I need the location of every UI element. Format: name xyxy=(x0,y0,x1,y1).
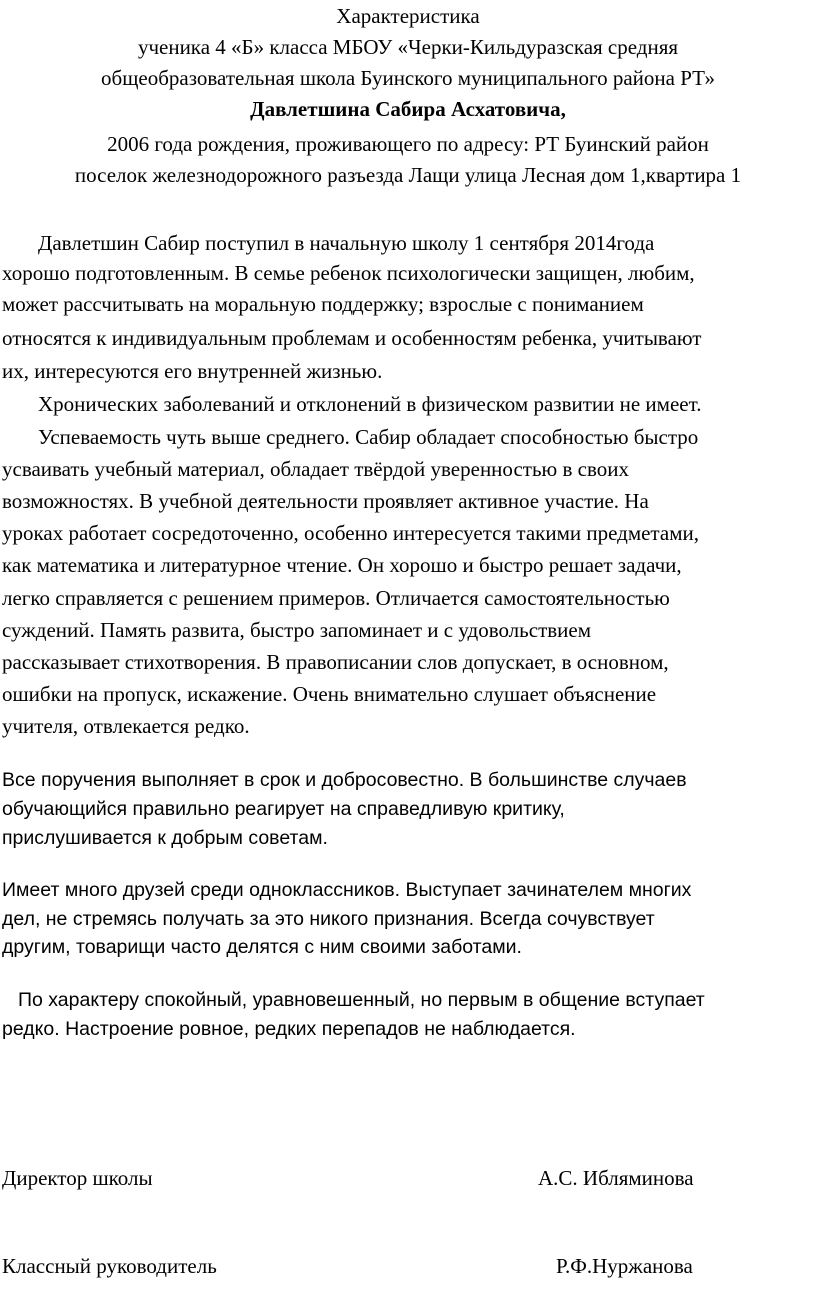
paragraph-5-line: Имеет много друзей среди одноклассников. Выступает зачинателем многих xyxy=(2,879,692,901)
director-name: А.С. Ибляминова xyxy=(538,1166,694,1190)
student-name: Давлетшина Сабира Асхатовича, xyxy=(250,97,566,121)
teacher-name: Р.Ф.Нуржанова xyxy=(556,1254,693,1278)
header-address-line: поселок железнодорожного разъезда Лащи улица Лесная дом 1,квартира 1 xyxy=(74,163,742,187)
paragraph-6-line: редко. Настроение ровное, редких перепадов не наблюдается. xyxy=(2,1018,576,1040)
header-school-line: общеобразовательная школа Буинского муниципального района РТ» xyxy=(101,66,715,90)
paragraph-1-line: может рассчитывать на моральную поддержку; взрослые с пониманием xyxy=(2,292,644,316)
paragraph-3-line: учителя, отвлекается редко. xyxy=(2,714,250,738)
paragraph-3-line: уроках работает сосредоточенно, особенно интересуется такими предметами, xyxy=(2,521,699,545)
paragraph-1-line: относятся к индивидуальным проблемам и особенностям ребенка, учитывают xyxy=(2,326,702,350)
paragraph-4-line: обучающийся правильно реагирует на справедливую критику, xyxy=(2,798,565,820)
paragraph-4-line: Все поручения выполняет в срок и добросовестно. В большинстве случаев xyxy=(2,769,687,791)
paragraph-3-line: ошибки на пропуск, искажение. Очень внимательно слушает объяснение xyxy=(2,682,657,706)
paragraph-3-line: рассказывает стихотворения. В правописании слов допускает, в основном, xyxy=(2,650,669,674)
paragraph-2-line: Хронических заболеваний и отклонений в физическом развитии не имеет. xyxy=(38,392,702,416)
paragraph-3-line: суждений. Память развита, быстро запоминает и с удовольствием xyxy=(2,618,592,642)
paragraph-1-line: Давлетшин Сабир поступил в начальную школу 1 сентября 2014года xyxy=(38,231,655,255)
document-title: Характеристика xyxy=(336,4,480,28)
paragraph-3-line: Успеваемость чуть выше среднего. Сабир обладает способностью быстро xyxy=(38,425,699,449)
header-birth-line: 2006 года рождения, проживающего по адресу: РТ Буинский район xyxy=(107,132,709,156)
paragraph-4-line: прислушивается к добрым советам. xyxy=(2,827,328,849)
teacher-role: Классный руководитель xyxy=(2,1254,217,1278)
paragraph-5-line: другим, товарищи часто делятся с ним своими заботами. xyxy=(2,936,522,958)
paragraph-1-line: их, интересуются его внутренней жизнью. xyxy=(2,359,383,383)
paragraph-3-line: как математика и литературное чтение. Он хорошо и быстро решает задачи, xyxy=(2,553,682,577)
director-role: Директор школы xyxy=(2,1166,153,1190)
paragraph-3-line: возможностях. В учебной деятельности проявляет активное участие. На xyxy=(2,489,649,513)
paragraph-6-line: По характеру спокойный, уравновешенный, но первым в общение вступает xyxy=(18,989,705,1011)
paragraph-5-line: дел, не стремясь получать за это никого признания. Всегда сочувствует xyxy=(2,908,655,930)
header-class-line: ученика 4 «Б» класса МБОУ «Черки-Кильдуразская средняя xyxy=(137,35,679,59)
paragraph-1-line: хорошо подготовленным. В семье ребенок психологически защищен, любим, xyxy=(2,261,695,285)
paragraph-3-line: легко справляется с решением примеров. Отличается самостоятельностью xyxy=(2,586,670,610)
paragraph-3-line: усваивать учебный материал, обладает твёрдой уверенностью в своих xyxy=(2,457,629,481)
